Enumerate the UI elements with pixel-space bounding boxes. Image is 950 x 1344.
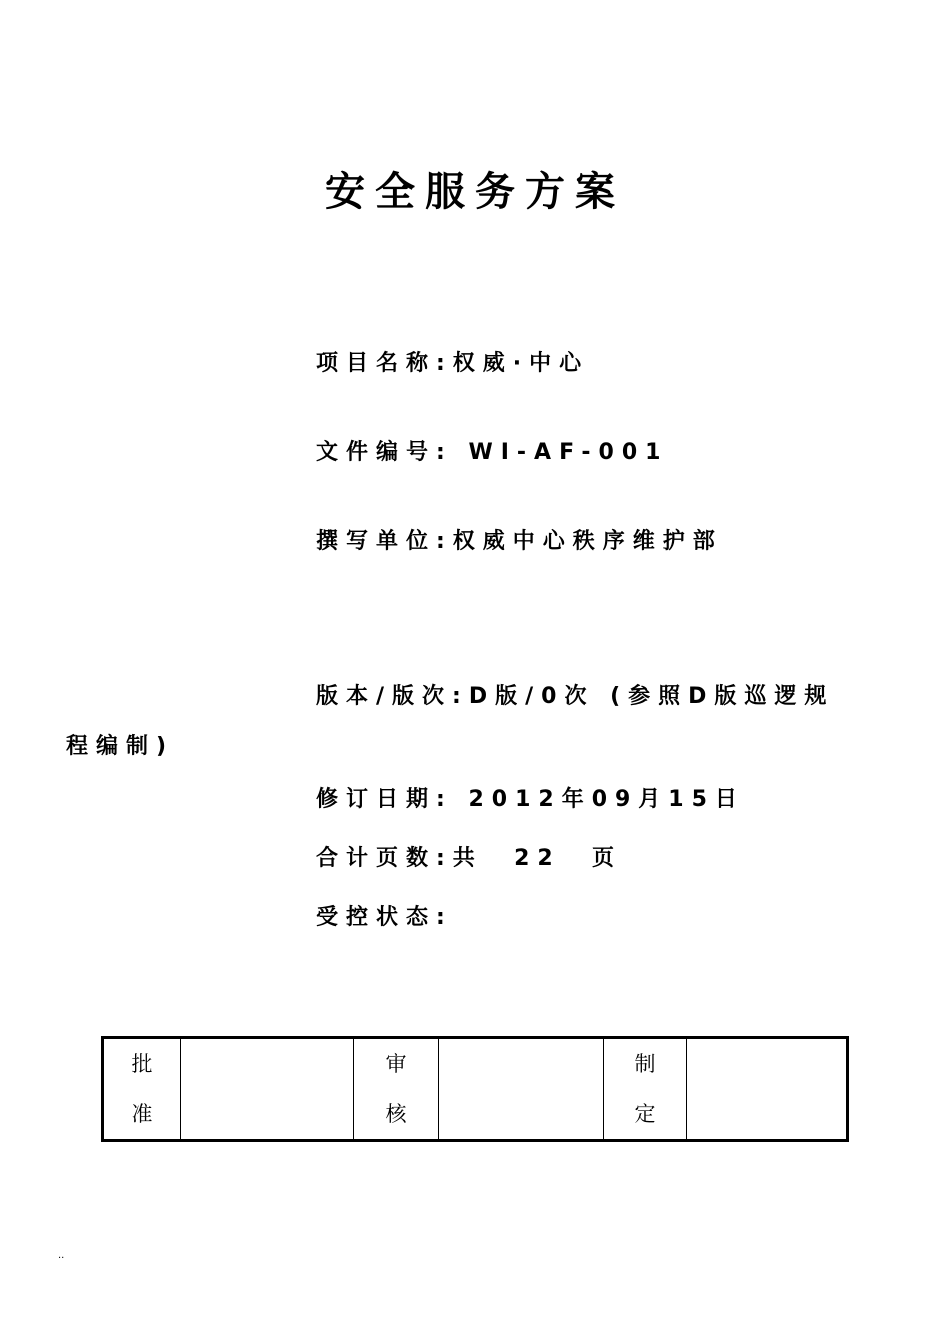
footer-mark: .. [58, 1250, 65, 1261]
control-status-field: 受控状态: [316, 905, 453, 930]
version-field: 版本/版次:D版/0次 (参照D版巡逻规程编制) [66, 684, 835, 759]
approve-label: 批 准 [103, 1038, 181, 1141]
project-name-field: 项目名称:权威·中心 [316, 351, 590, 376]
author-unit-field: 撰写单位:权威中心秩序维护部 [316, 529, 723, 554]
signoff-table [101, 1036, 849, 1142]
revision-date-field: 修订日期: 2012年09月15日 [316, 787, 745, 812]
total-pages-field: 合计页数:共 22 页 [316, 846, 623, 871]
file-number-field: 文件编号: WI-AF-001 [316, 440, 669, 465]
prepare-label: 制 定 [604, 1038, 687, 1141]
review-value-cell [439, 1038, 604, 1141]
prepare-value-cell [687, 1038, 848, 1141]
document-title: 安全服务方案 [325, 169, 625, 215]
approve-value-cell [181, 1038, 354, 1141]
review-label: 审 核 [354, 1038, 439, 1141]
